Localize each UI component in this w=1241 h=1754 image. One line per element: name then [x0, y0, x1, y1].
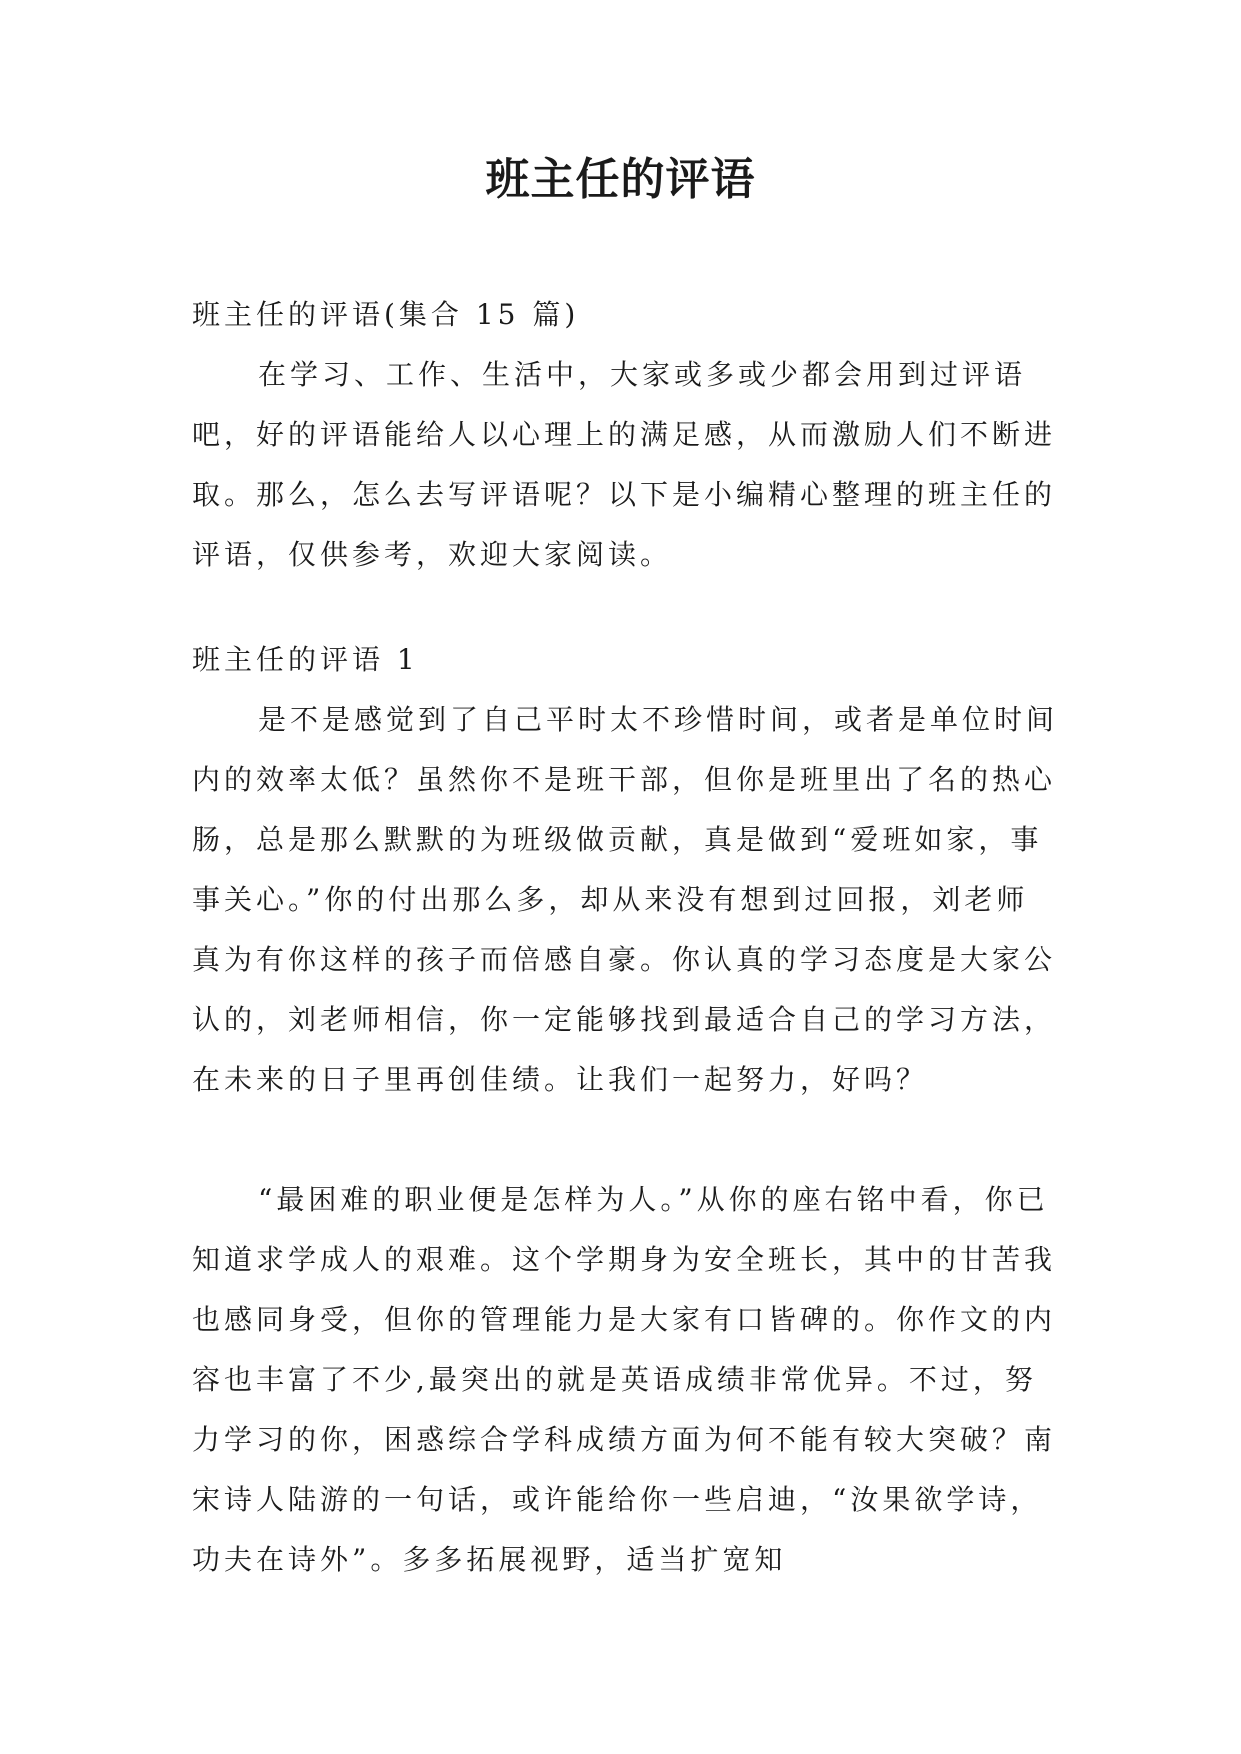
document-title: 班主任的评语 [485, 154, 756, 205]
section-heading: 班主任的评语 1 [192, 643, 419, 676]
body-paragraph: “最困难的职业便是怎样为人。”从你的座右铭中看，你已知道求学成人的艰难。这个学期身为安全班长，其中的甘苦我也感同身受，但你的管理能力是大家有口皆碑的。你作文的内容也丰富了不少,最突出的就是英语成绩非常优异。不过，努力学习的你，困惑综合学科成绩方面为何不能有较大突破？南宋诗人陆游的一句话，或许能给你一些启迪，“汝果欲学诗，功夫在诗外”。多多拓展视野，适当扩宽知 [192, 1183, 1057, 1576]
document-subtitle: 班主任的评语(集合 15 篇) [192, 298, 580, 331]
body-paragraph: 是不是感觉到了自己平时太不珍惜时间，或者是单位时间内的效率太低？虽然你不是班干部，但你是班里出了名的热心肠，总是那么默默的为班级做贡献，真是做到“爱班如家，事事关心。”你的付出那么多，却从来没有想到过回报，刘老师真为有你这样的孩子而倍感自豪。你认真的学习态度是大家公认的，刘老师相信，你一定能够找到最适合自己的学习方法，在未来的日子里再创佳绩。让我们一起努力，好吗？ [192, 703, 1059, 1096]
intro-paragraph: 在学习、工作、生活中，大家或多或少都会用到过评语吧，好的评语能给人以心理上的满足感，从而激励人们不断进取。那么，怎么去写评语呢？以下是小编精心整理的班主任的评语，仅供参考，欢迎大家阅读。 [192, 358, 1057, 571]
